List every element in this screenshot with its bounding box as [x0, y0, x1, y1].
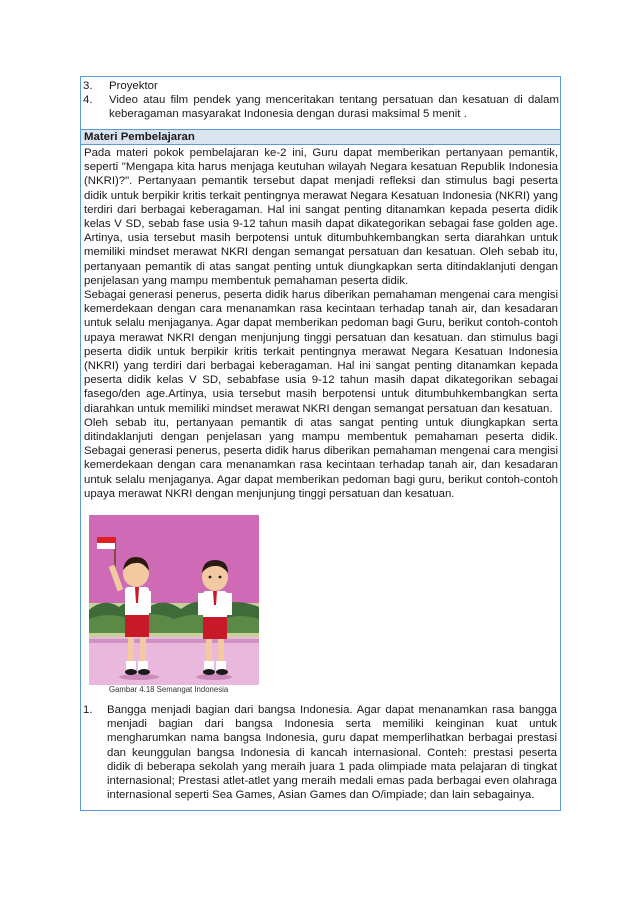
figure-caption: Gambar 4.18 Semangat Indonesia — [109, 685, 229, 694]
paragraph: Sebagai generasi penerus, peserta didik harus diberikan pemahaman mengenai cara mengisi kemerdekaan dengan cara menanamkan rasa kecintaan terhadap tanah air, dan kesadaran untuk selalu menjaganya. Agar dapat memberikan pedoman bagi Guru, berikut contoh-contoh upaya merawat NKRI dengan menjunjung tinggi persatuan dan kesatuan. dan stimulus bagi peserta didik untuk berpikir kritis terkait pentingnya merawat Negara Kesatuan Indonesia (NKRI) yang terdiri dari berbagai keberagaman. Hal ini sangat penting ditanamkan kepada peserta didik kelas V SD, sebabfase usia 9-12 tahun masih dapat dikategorikan sebagai fasego/den age.Artinya, usia tersebut masih berpotensi untuk ditumbuhkembangkan serta diarahkan untuk memiliki mindset merawat NKRI dengan semangat persatuan dan kesatuan. — [84, 289, 558, 415]
section-heading: Materi Pembelajaran — [84, 131, 195, 143]
tool-text: Video atau film pendek yang menceritakan tentang persatuan dan kesatuan di dalam keberagaman masyarakat Indonesia dengan durasi maksimal 5 menit . — [109, 94, 559, 120]
tool-number: 4. — [83, 94, 93, 106]
tool-number: 3. — [83, 80, 93, 92]
tool-text: Proyektor — [109, 80, 158, 92]
section-heading-row — [81, 129, 560, 145]
tools-list — [81, 77, 560, 129]
semangat-indonesia-illustration — [89, 515, 259, 685]
lesson-material-body — [84, 146, 558, 501]
paragraph: Pada materi pokok pembelajaran ke-2 ini, Guru dapat memberikan pertanyaan pemantik, seperti "Mengapa kita harus menjaga keutuhan wilayah Negara kesatuan Republik Indonesia (NKRI)?". Pertanyaan pemantik tersebut dapat menjadi refleksi dan stimulus bagi peserta didik untuk berpikir kritis terkait pentingnya merawat Negara Kesatuan Indonesia (NKRI) yang terdiri dari berbagai keberagaman. Hal ini sangat penting ditanamkan kepada peserta didik kelas V SD, sebab fase usia 9-12 tahun masih dapat dikategorikan sebagai fase golden age. Artinya, usia tersebut masih berpotensi untuk ditumbuhkembangkan serta diarahkan untuk memiliki mindset merawat NKRI dengan semangat persatuan dan kesatuan. Oleh sebab itu, pertanyaan pemantik di atas sangat penting untuk diungkapkan serta ditindaklanjuti dengan penjelasan yang mampu membentuk pemahaman peserta didik. — [84, 147, 558, 287]
list-text: Bangga menjadi bagian dari bangsa Indonesia. Agar dapat menanamkan rasa bangga menjadi bagian dari bangsa Indonesia serta memiliki keinginan kuat untuk mengharumkan nama bangsa Indonesia, guru dapat memperlihatkan berbagai prestasi dan keunggulan bangsa Indonesia di kancah internasional. Conteh: prestasi peserta didik di beberapa sekolah yang meraih juara 1 pada olimpiade mata pelajaran di tingkat internasional; Prestasi atlet-atlet yang meraih medali emas pada berbagai even olahraga internasional seperti Sea Games, Asian Games dan O/impiade; dan lain sebagainya. — [107, 704, 557, 802]
list-number: 1. — [83, 704, 93, 716]
materials-table — [80, 76, 561, 811]
paragraph: Oleh sebab itu, pertanyaan pemantik di atas sangat penting untuk diungkapkan serta ditindaklanjuti dengan penjelasan yang mampu membentuk pemahaman peserta didik. Sebagai generasi penerus, peserta didik harus diberikan pemahaman mengenai cara mengisi kemerdekaan dengan cara menanamkan rasa kecintaan terhadap tanah air, dan kesadaran untuk selalu menjaganya. Agar dapat memberikan pedoman bagi guru, berikut contoh-contoh upaya merawat NKRI dengan menjunjung tinggi persatuan dan kesatuan. — [84, 416, 558, 500]
